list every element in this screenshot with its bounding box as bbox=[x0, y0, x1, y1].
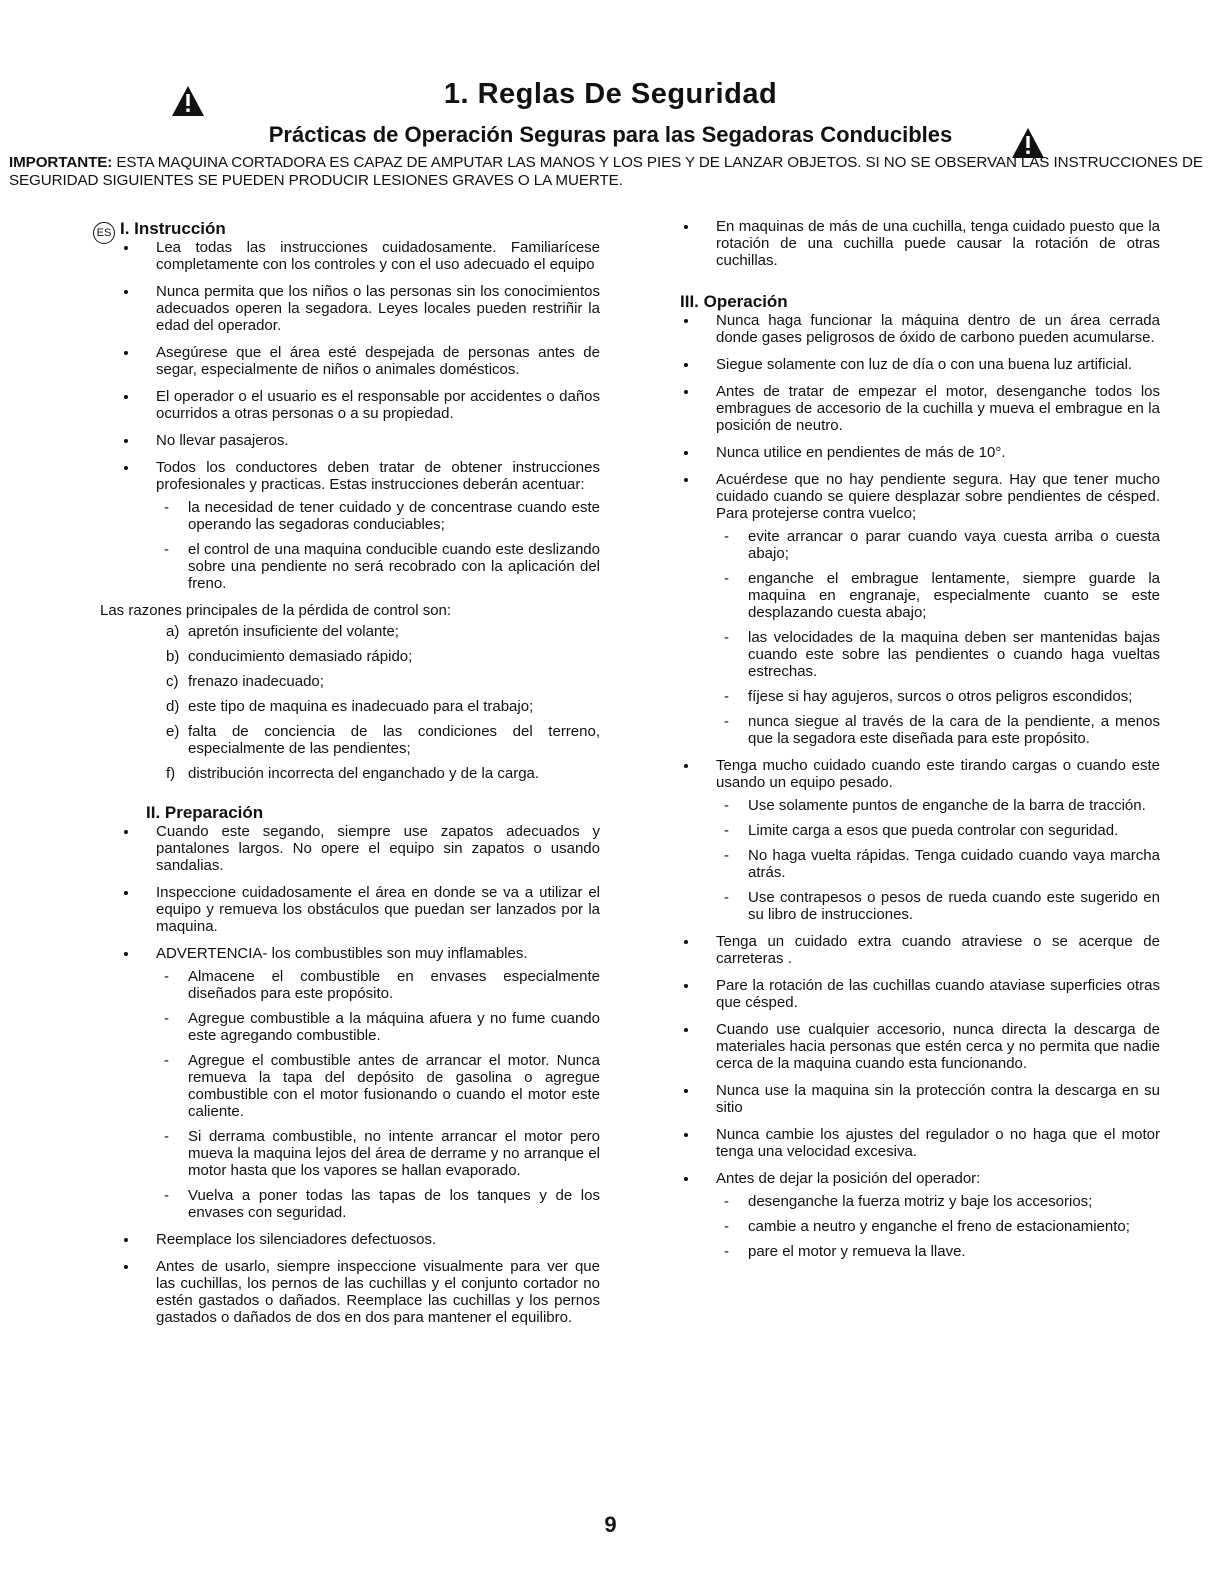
cause-text: conducimiento demasiado rápido; bbox=[188, 648, 413, 665]
sub-list bbox=[716, 528, 1160, 747]
list-item: Nunca cambie los ajustes del regulador o no haga que el motor tenga una velocidad excesiva. bbox=[680, 1126, 1160, 1160]
cause-marker: b) bbox=[166, 648, 180, 665]
instruccion-list bbox=[120, 239, 600, 592]
preparacion-list bbox=[120, 823, 600, 1326]
sub-list-item: - fíjese si hay agujeros, surcos o otros peligros escondidos; bbox=[716, 688, 1160, 705]
sub-list-item: - Si derrama combustible, no intente arrancar el motor pero mueva la maquina lejos del área de derrame y no arranque el motor hasta que los vapores se hallan evaporado. bbox=[156, 1128, 600, 1179]
section-heading-instruccion: I. Instrucción bbox=[120, 219, 226, 238]
sub-list-item: - enganche el embrague lentamente, siempre guarde la maquina en engranaje, especialmente cuanto se este desplazando cuesta abajo; bbox=[716, 570, 1160, 621]
language-badge: ES bbox=[93, 222, 115, 244]
list-item-text: ADVERTENCIA- los combustibles son muy inflamables. bbox=[156, 945, 528, 962]
list-item bbox=[680, 1170, 1160, 1260]
list-item: Asegúrese que el área esté despejada de personas antes de segar, especialmente de niños o animales domésticos. bbox=[120, 344, 600, 378]
sub-list-item: - evite arrancar o parar cuando vaya cuesta arriba o cuesta abajo; bbox=[716, 528, 1160, 562]
cause-item bbox=[120, 673, 600, 690]
page-number: 9 bbox=[604, 1512, 617, 1537]
sub-list-item: - Almacene el combustible en envases especialmente diseñados para este propósito. bbox=[156, 968, 600, 1002]
list-item: Nunca haga funcionar la máquina dentro de un área cerrada donde gases peligrosos de óxido de carbono pueden acumularse. bbox=[680, 312, 1160, 346]
list-item: El operador o el usuario es el responsable por accidentes o daños ocurridos a otras personas o a su propiedad. bbox=[120, 388, 600, 422]
important-text: ESTA MAQUINA CORTADORA ES CAPAZ DE AMPUTAR LAS MANOS Y LOS PIES Y DE LANZAR OBJETOS. SI NO SE OBSERVAN LAS INSTRUCCIONES DE SEGURIDAD SIGUIENTES SE PUEDEN PRODUCIR LESIONES GRAVES O LA MUERTE. bbox=[9, 154, 1203, 189]
list-item: En maquinas de más de una cuchilla, tenga cuidado puesto que la rotación de una cuchilla puede causar la rotación de otras cuchillas. bbox=[680, 218, 1160, 269]
cause-marker: d) bbox=[166, 698, 180, 715]
list-item: No llevar pasajeros. bbox=[120, 432, 600, 449]
list-item bbox=[680, 471, 1160, 747]
list-item: Nunca use la maquina sin la protección contra la descarga en su sitio bbox=[680, 1082, 1160, 1116]
list-item: Nunca utilice en pendientes de más de 10°. bbox=[680, 444, 1160, 461]
section-heading-operacion: III. Operación bbox=[680, 292, 788, 311]
list-item bbox=[120, 459, 600, 592]
sub-list-item: - la necesidad de tener cuidado y de concentrase cuando este operando las segadoras conduciables; bbox=[156, 499, 600, 533]
sub-list-item: - Use contrapesos o pesos de rueda cuando este sugerido en su libro de instrucciones. bbox=[716, 889, 1160, 923]
cause-item bbox=[120, 723, 600, 757]
causes-list bbox=[120, 623, 600, 782]
right-column bbox=[680, 218, 1160, 1270]
sub-list-item: - el control de una maquina conducible cuando este deslizando sobre una pendiente no será recobrado con la aplicación del freno. bbox=[156, 541, 600, 592]
list-item: Pare la rotación de las cuchillas cuando ataviase superficies otras que césped. bbox=[680, 977, 1160, 1011]
sub-list bbox=[156, 968, 600, 1221]
cause-marker: e) bbox=[166, 723, 180, 740]
sub-list-item: - Agregue combustible a la máquina afuera y no fume cuando este agregando combustible. bbox=[156, 1010, 600, 1044]
list-item: Reemplace los silenciadores defectuosos. bbox=[120, 1231, 600, 1248]
cause-text: frenazo inadecuado; bbox=[188, 673, 324, 690]
page-title: 1. Reglas De Seguridad bbox=[443, 78, 778, 110]
sub-list-item: - cambie a neutro y enganche el freno de estacionamiento; bbox=[716, 1218, 1160, 1235]
sub-list-item: - nunca siegue al través de la cara de la pendiente, a menos que la segadora este diseñada para este propósito. bbox=[716, 713, 1160, 747]
important-label: IMPORTANTE: bbox=[9, 154, 113, 171]
cause-marker: f) bbox=[166, 765, 176, 782]
cause-item bbox=[120, 623, 600, 640]
list-item: Antes de usarlo, siempre inspeccione visualmente para ver que las cuchillas, los pernos de las cuchillas y el conjunto cortador no estén gastados o dañados. Reemplace las cuchillas y los pernos gastados o dañados de dos en dos para mantener el equilibro. bbox=[120, 1258, 600, 1326]
sub-list bbox=[156, 499, 600, 592]
sub-list bbox=[716, 1193, 1160, 1260]
page-subtitle: Prácticas de Operación Seguras para las Segadoras Conducibles bbox=[268, 122, 953, 147]
list-item: Nunca permita que los niños o las personas sin los conocimientos adecuados operen la segadora. Leyes locales pueden restriñir la edad del operador. bbox=[120, 283, 600, 334]
list-item: Tenga un cuidado extra cuando atraviese o se acerque de carreteras . bbox=[680, 933, 1160, 967]
cause-item bbox=[120, 648, 600, 665]
sub-list bbox=[716, 797, 1160, 923]
sub-list-item: - Agregue el combustible antes de arrancar el motor. Nunca remueva la tapa del depósito de gasolina o agregue combustible con el motor fusionando o cuando el motor este caliente. bbox=[156, 1052, 600, 1120]
cause-item bbox=[120, 765, 600, 782]
list-item: Lea todas las instrucciones cuidadosamente. Familiarícese completamente con los controles y con el uso adecuado el equipo bbox=[120, 239, 600, 273]
cause-text: distribución incorrecta del enganchado y de la carga. bbox=[188, 765, 540, 782]
preparacion-continued-list bbox=[680, 218, 1160, 269]
list-item: Antes de tratar de empezar el motor, desenganche todos los embragues de accesorio de la cuchilla y mueva el embrague en la posición de neutro. bbox=[680, 383, 1160, 434]
causes-intro: Las razones principales de la pérdida de control son: bbox=[100, 602, 452, 619]
sub-list-item: - pare el motor y remueva la llave. bbox=[716, 1243, 1160, 1260]
important-notice bbox=[9, 154, 1209, 190]
operacion-list bbox=[680, 312, 1160, 1260]
list-item: Cuando use cualquier accesorio, nunca directa la descarga de materiales hacia personas que estén cerca y no permita que nadie cerca de la maquina cuando esta funcionando. bbox=[680, 1021, 1160, 1072]
sub-list-item: - No haga vuelta rápidas. Tenga cuidado cuando vaya marcha atrás. bbox=[716, 847, 1160, 881]
list-item-text: Acuérdese que no hay pendiente segura. Hay que tener mucho cuidado cuando se quiere desplazar sobre pendientes de césped. Para protejerse contra vuelco; bbox=[716, 471, 1160, 522]
sub-list-item: - desenganche la fuerza motriz y baje los accesorios; bbox=[716, 1193, 1160, 1210]
cause-text: este tipo de maquina es inadecuado para el trabajo; bbox=[188, 698, 534, 715]
section-heading-preparacion: II. Preparación bbox=[146, 803, 264, 822]
sub-list-item: - Limite carga a esos que pueda controlar con seguridad. bbox=[716, 822, 1160, 839]
cause-marker: a) bbox=[166, 623, 180, 640]
list-item-text: Tenga mucho cuidado cuando este tirando cargas o cuando este usando un equipo pesado. bbox=[716, 757, 1160, 791]
list-item: Inspeccione cuidadosamente el área en donde se va a utilizar el equipo y remueva los obstáculos que puedan ser lanzados por la maquina. bbox=[120, 884, 600, 935]
cause-item bbox=[120, 698, 600, 715]
sub-list-item: - Use solamente puntos de enganche de la barra de tracción. bbox=[716, 797, 1160, 814]
list-item bbox=[680, 757, 1160, 923]
cause-marker: c) bbox=[166, 673, 179, 690]
list-item: Cuando este segando, siempre use zapatos adecuados y pantalones largos. No opere el equipo sin zapatos o usando sandalias. bbox=[120, 823, 600, 874]
cause-text: falta de conciencia de las condiciones del terreno, especialmente de las pendientes; bbox=[188, 723, 600, 757]
list-item bbox=[120, 945, 600, 1221]
sub-list-item: - Vuelva a poner todas las tapas de los tanques y de los envases con seguridad. bbox=[156, 1187, 600, 1221]
list-item-text: Antes de dejar la posición del operador: bbox=[716, 1170, 981, 1187]
list-item: Siegue solamente con luz de día o con una buena luz artificial. bbox=[680, 356, 1160, 373]
sub-list-item: - las velocidades de la maquina deben ser mantenidas bajas cuando este sobre las pendientes o cuando haga vueltas estrechas. bbox=[716, 629, 1160, 680]
list-item-text: Todos los conductores deben tratar de obtener instrucciones profesionales y practicas. Estas instrucciones deberán acentuar: bbox=[156, 459, 600, 493]
left-column bbox=[100, 219, 600, 1336]
cause-text: apretón insuficiente del volante; bbox=[188, 623, 399, 640]
